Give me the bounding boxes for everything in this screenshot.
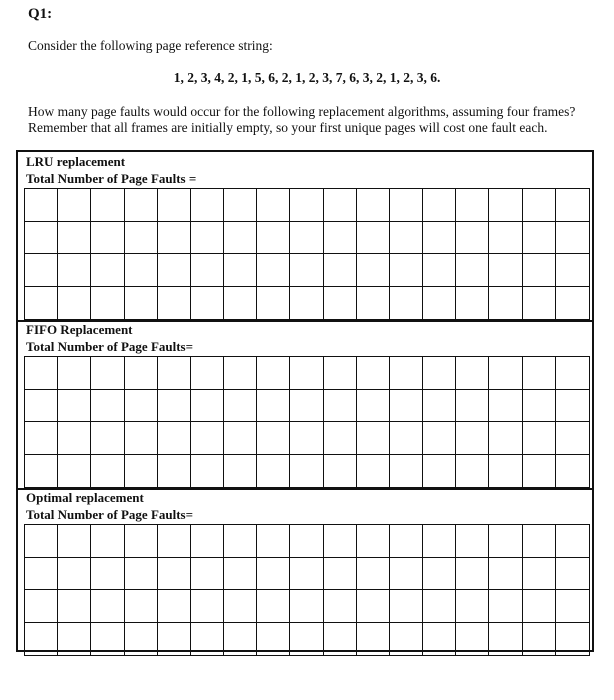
grid-cell xyxy=(357,390,390,423)
grid-cell xyxy=(523,623,556,656)
grid-cell xyxy=(423,455,456,488)
grid-cell xyxy=(456,222,489,255)
grid-cell xyxy=(25,287,58,320)
grid-cell xyxy=(423,357,456,390)
grid-cell xyxy=(523,357,556,390)
grid-cell xyxy=(523,189,556,222)
grid-cell xyxy=(324,623,357,656)
grid-cell xyxy=(523,422,556,455)
grid-cell xyxy=(25,390,58,423)
grid-cell xyxy=(456,390,489,423)
grid-cell xyxy=(191,590,224,623)
grid-cell xyxy=(357,287,390,320)
grid-cell xyxy=(456,623,489,656)
grid-cell xyxy=(125,558,158,591)
lru-faults-label: Total Number of Page Faults = xyxy=(26,171,197,186)
grid-cell xyxy=(556,390,589,423)
grid-cell xyxy=(489,254,522,287)
grid-cell xyxy=(390,455,423,488)
grid-cell xyxy=(158,357,191,390)
grid-cell xyxy=(523,254,556,287)
grid-cell xyxy=(324,558,357,591)
grid-cell xyxy=(158,422,191,455)
grid-cell xyxy=(556,525,589,558)
grid-cell xyxy=(523,222,556,255)
grid-cell xyxy=(91,357,124,390)
grid-cell xyxy=(25,455,58,488)
grid-cell xyxy=(423,623,456,656)
grid-cell xyxy=(25,254,58,287)
grid-cell xyxy=(456,422,489,455)
grid-cell xyxy=(125,422,158,455)
grid-cell xyxy=(456,357,489,390)
grid-cell xyxy=(357,558,390,591)
grid-cell xyxy=(523,525,556,558)
grid-cell xyxy=(224,558,257,591)
grid-cell xyxy=(58,590,91,623)
grid-cell xyxy=(125,254,158,287)
grid-cell xyxy=(357,525,390,558)
grid-cell xyxy=(91,623,124,656)
grid-cell xyxy=(191,189,224,222)
grid-cell xyxy=(390,590,423,623)
grid-cell xyxy=(324,525,357,558)
grid-cell xyxy=(489,455,522,488)
grid-cell xyxy=(556,189,589,222)
grid-cell xyxy=(456,254,489,287)
grid-cell xyxy=(58,558,91,591)
grid-cell xyxy=(158,590,191,623)
fifo-title: FIFO Replacement xyxy=(26,322,133,337)
grid-cell xyxy=(556,590,589,623)
grid-cell xyxy=(158,287,191,320)
grid-cell xyxy=(390,390,423,423)
grid-cell xyxy=(357,623,390,656)
grid-cell xyxy=(91,422,124,455)
grid-cell xyxy=(257,455,290,488)
grid-cell xyxy=(125,222,158,255)
grid-cell xyxy=(390,525,423,558)
intro-text: Consider the following page reference string: xyxy=(28,38,273,53)
grid-cell xyxy=(556,422,589,455)
grid-cell xyxy=(257,357,290,390)
grid-cell xyxy=(290,525,323,558)
grid-cell xyxy=(489,590,522,623)
grid-cell xyxy=(158,222,191,255)
grid-cell xyxy=(125,390,158,423)
grid-cell xyxy=(290,455,323,488)
grid-cell xyxy=(489,422,522,455)
grid-cell xyxy=(58,222,91,255)
grid-cell xyxy=(357,189,390,222)
grid-cell xyxy=(25,357,58,390)
grid-cell xyxy=(25,222,58,255)
grid-cell xyxy=(25,558,58,591)
grid-cell xyxy=(324,590,357,623)
grid-cell xyxy=(290,623,323,656)
grid-cell xyxy=(224,623,257,656)
grid-cell xyxy=(125,189,158,222)
grid-cell xyxy=(390,287,423,320)
grid-cell xyxy=(224,525,257,558)
grid-cell xyxy=(191,623,224,656)
grid-cell xyxy=(224,455,257,488)
grid-cell xyxy=(125,287,158,320)
grid-cell xyxy=(91,590,124,623)
grid-cell xyxy=(523,390,556,423)
grid-cell xyxy=(224,222,257,255)
grid-cell xyxy=(58,254,91,287)
grid-cell xyxy=(257,390,290,423)
grid-cell xyxy=(191,525,224,558)
grid-cell xyxy=(390,623,423,656)
grid-cell xyxy=(290,254,323,287)
answer-box xyxy=(16,150,594,652)
optimal-title: Optimal replacement xyxy=(26,490,144,505)
grid-cell xyxy=(257,422,290,455)
question-prompt xyxy=(28,104,575,136)
grid-cell xyxy=(91,390,124,423)
grid-cell xyxy=(290,287,323,320)
grid-cell xyxy=(91,455,124,488)
grid-cell xyxy=(556,222,589,255)
fifo-grid xyxy=(24,356,590,488)
grid-cell xyxy=(423,525,456,558)
grid-cell xyxy=(158,558,191,591)
grid-cell xyxy=(523,455,556,488)
grid-cell xyxy=(257,287,290,320)
optimal-header xyxy=(26,489,193,523)
grid-cell xyxy=(290,590,323,623)
grid-cell xyxy=(456,455,489,488)
grid-cell xyxy=(58,189,91,222)
grid-cell xyxy=(489,357,522,390)
grid-cell xyxy=(58,357,91,390)
grid-cell xyxy=(25,623,58,656)
grid-cell xyxy=(489,222,522,255)
grid-cell xyxy=(324,390,357,423)
grid-cell xyxy=(324,357,357,390)
grid-cell xyxy=(25,590,58,623)
grid-cell xyxy=(125,623,158,656)
grid-cell xyxy=(191,422,224,455)
grid-cell xyxy=(257,525,290,558)
grid-cell xyxy=(290,357,323,390)
grid-cell xyxy=(58,455,91,488)
grid-cell xyxy=(91,287,124,320)
grid-cell xyxy=(423,189,456,222)
grid-cell xyxy=(489,189,522,222)
grid-cell xyxy=(191,287,224,320)
grid-cell xyxy=(390,558,423,591)
prompt-line-2: Remember that all frames are initially empty, so your first unique pages will cost one fault each. xyxy=(28,120,548,135)
grid-cell xyxy=(489,525,522,558)
fifo-header xyxy=(26,321,193,355)
reference-string: 1, 2, 3, 4, 2, 1, 5, 6, 2, 1, 2, 3, 7, 6, 3, 2, 1, 2, 3, 6. xyxy=(173,70,441,85)
grid-cell xyxy=(191,390,224,423)
grid-cell xyxy=(91,525,124,558)
grid-cell xyxy=(290,390,323,423)
grid-cell xyxy=(224,357,257,390)
grid-cell xyxy=(324,455,357,488)
grid-cell xyxy=(224,422,257,455)
grid-cell xyxy=(324,287,357,320)
grid-cell xyxy=(390,254,423,287)
grid-cell xyxy=(290,222,323,255)
grid-cell xyxy=(91,189,124,222)
grid-cell xyxy=(125,590,158,623)
lru-header xyxy=(26,153,196,187)
grid-cell xyxy=(224,254,257,287)
grid-cell xyxy=(423,558,456,591)
grid-cell xyxy=(224,390,257,423)
grid-cell xyxy=(390,422,423,455)
grid-cell xyxy=(25,525,58,558)
grid-cell xyxy=(125,525,158,558)
grid-cell xyxy=(125,455,158,488)
grid-cell xyxy=(456,558,489,591)
grid-cell xyxy=(390,222,423,255)
grid-cell xyxy=(158,525,191,558)
grid-cell xyxy=(556,357,589,390)
grid-cell xyxy=(357,357,390,390)
grid-cell xyxy=(357,590,390,623)
grid-cell xyxy=(556,558,589,591)
grid-cell xyxy=(523,287,556,320)
grid-cell xyxy=(191,455,224,488)
grid-cell xyxy=(25,189,58,222)
grid-cell xyxy=(257,623,290,656)
grid-cell xyxy=(58,623,91,656)
grid-cell xyxy=(357,422,390,455)
grid-cell xyxy=(25,422,58,455)
grid-cell xyxy=(91,254,124,287)
grid-cell xyxy=(556,287,589,320)
grid-cell xyxy=(556,623,589,656)
lru-title: LRU replacement xyxy=(26,154,126,169)
grid-cell xyxy=(324,189,357,222)
grid-cell xyxy=(556,254,589,287)
grid-cell xyxy=(290,189,323,222)
grid-cell xyxy=(489,287,522,320)
grid-cell xyxy=(456,590,489,623)
grid-cell xyxy=(423,422,456,455)
grid-cell xyxy=(489,623,522,656)
grid-cell xyxy=(191,558,224,591)
grid-cell xyxy=(423,390,456,423)
grid-cell xyxy=(91,558,124,591)
grid-cell xyxy=(489,558,522,591)
grid-cell xyxy=(158,390,191,423)
optimal-faults-label: Total Number of Page Faults= xyxy=(26,507,194,522)
grid-cell xyxy=(191,222,224,255)
grid-cell xyxy=(224,287,257,320)
grid-cell xyxy=(324,422,357,455)
grid-cell xyxy=(290,558,323,591)
grid-cell xyxy=(324,254,357,287)
grid-cell xyxy=(290,422,323,455)
grid-cell xyxy=(91,222,124,255)
grid-cell xyxy=(423,222,456,255)
grid-cell xyxy=(357,455,390,488)
grid-cell xyxy=(158,189,191,222)
grid-cell xyxy=(125,357,158,390)
grid-cell xyxy=(357,254,390,287)
grid-cell xyxy=(58,390,91,423)
lru-grid xyxy=(24,188,590,320)
optimal-grid xyxy=(24,524,590,656)
grid-cell xyxy=(58,287,91,320)
grid-cell xyxy=(456,525,489,558)
grid-cell xyxy=(191,254,224,287)
grid-cell xyxy=(423,590,456,623)
grid-cell xyxy=(257,189,290,222)
grid-cell xyxy=(324,222,357,255)
question-title: Q1: xyxy=(28,6,53,22)
grid-cell xyxy=(257,222,290,255)
grid-cell xyxy=(523,590,556,623)
prompt-line-1: How many page faults would occur for the following replacement algorithms, assuming four frames? xyxy=(28,104,576,119)
grid-cell xyxy=(556,455,589,488)
grid-cell xyxy=(523,558,556,591)
grid-cell xyxy=(158,254,191,287)
fifo-faults-label: Total Number of Page Faults= xyxy=(26,339,194,354)
grid-cell xyxy=(257,254,290,287)
grid-cell xyxy=(456,287,489,320)
grid-cell xyxy=(390,357,423,390)
grid-cell xyxy=(357,222,390,255)
grid-cell xyxy=(257,590,290,623)
grid-cell xyxy=(489,390,522,423)
grid-cell xyxy=(224,189,257,222)
grid-cell xyxy=(390,189,423,222)
grid-cell xyxy=(158,623,191,656)
grid-cell xyxy=(224,590,257,623)
grid-cell xyxy=(456,189,489,222)
grid-cell xyxy=(191,357,224,390)
grid-cell xyxy=(257,558,290,591)
grid-cell xyxy=(423,254,456,287)
grid-cell xyxy=(58,525,91,558)
grid-cell xyxy=(423,287,456,320)
grid-cell xyxy=(158,455,191,488)
grid-cell xyxy=(58,422,91,455)
